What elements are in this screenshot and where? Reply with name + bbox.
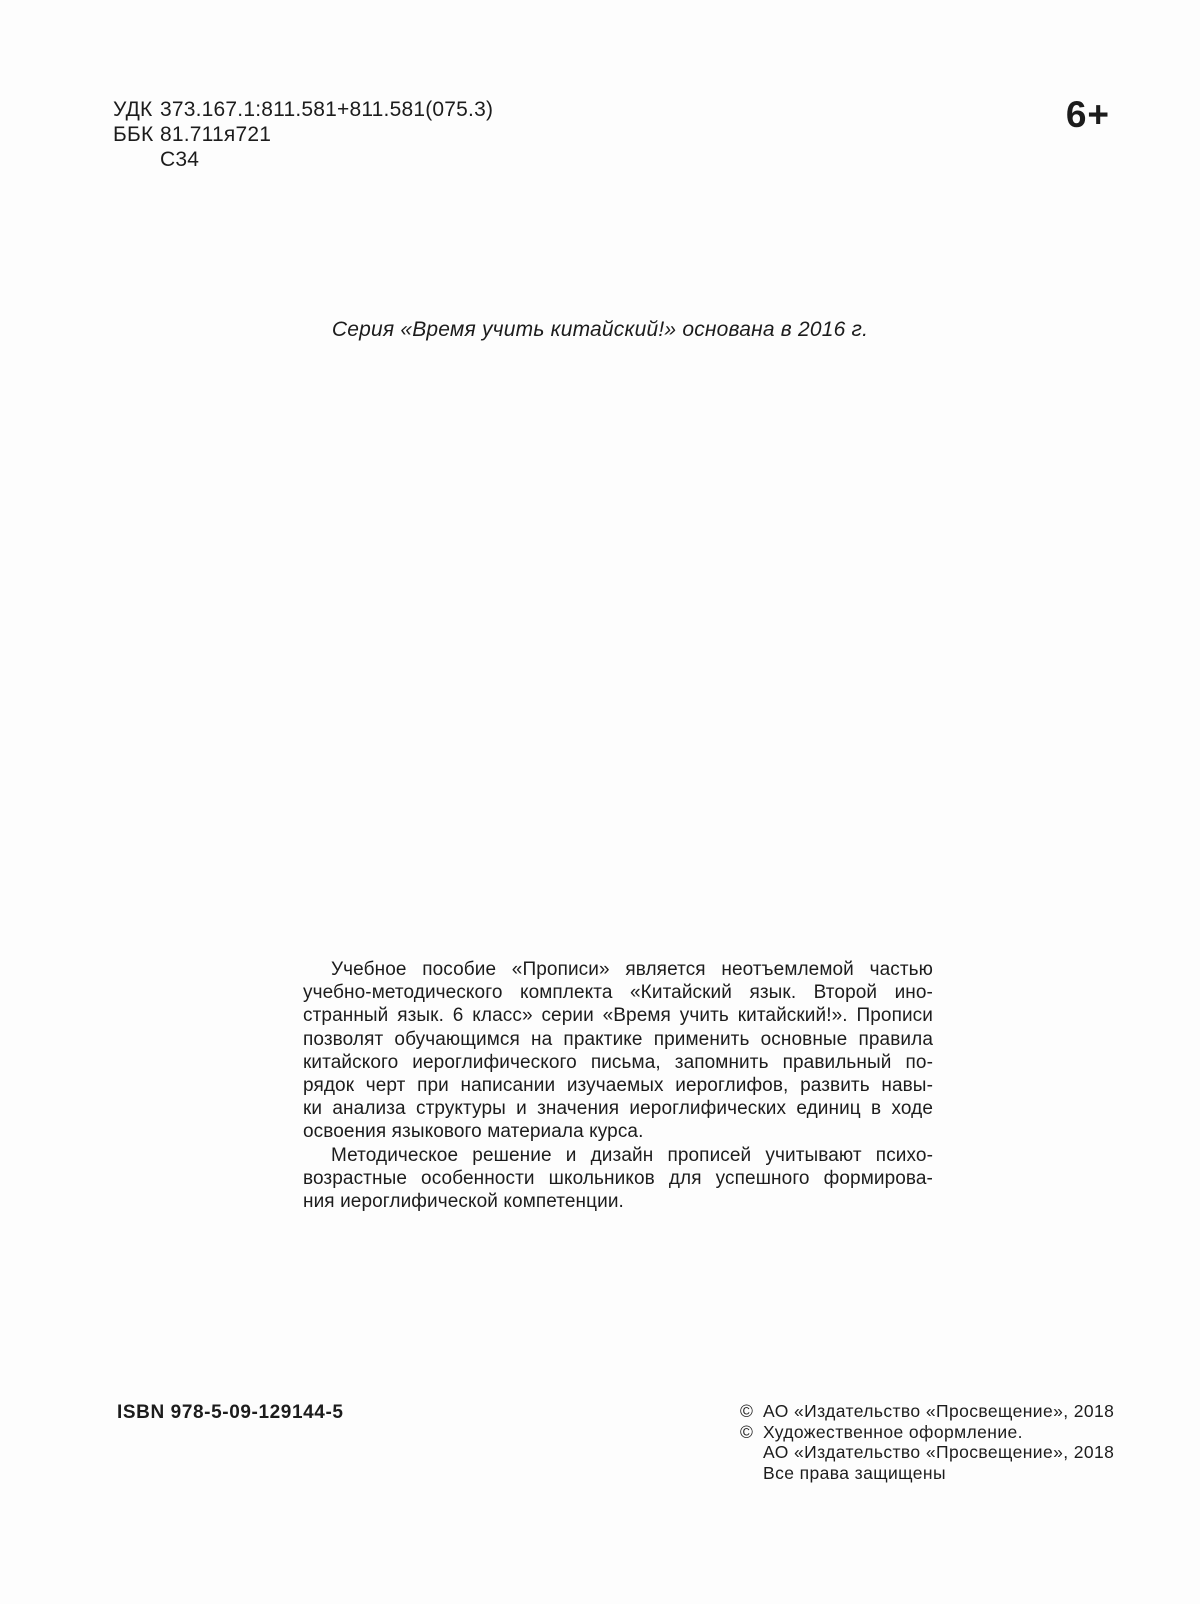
udk-label: УДК [113,98,153,121]
annotation-line: китайского иероглифического письма, запомнить правильный по- [303,1051,933,1073]
annotation-line: ки анализа структуры и значения иероглифических единиц в ходе [303,1098,933,1120]
annotation-paragraph-1 [303,958,933,1144]
series-note: Серия «Время учить китайский!» основана в 2016 г. [331,318,869,341]
copyright-symbol: © [740,1421,754,1442]
copyright-line [740,1463,1114,1484]
annotation-line: освоения языкового материала курса. [303,1121,644,1143]
copyright-line [740,1422,1114,1443]
udk-value: 373.167.1:811.581+811.581(075.3) [160,98,494,121]
author-sign: С34 [160,148,200,171]
copyright-block [740,1401,1114,1483]
annotation-line: странный язык. 6 класс» серии «Время учить китайский!». Прописи [303,1005,933,1027]
copyright-symbol [740,1442,763,1463]
annotation-block [303,958,933,1213]
copyright-line [740,1401,1114,1422]
annotation-line: ния иероглифической компетенции. [303,1191,624,1213]
author-sign-row [113,147,493,172]
bbk-label: ББК [113,123,154,146]
age-rating-badge: 6+ [1065,94,1110,135]
copyright-text: АО «Издательство «Просвещение», 2018 [763,1442,1115,1462]
bbk-value: 81.711я721 [160,123,272,146]
author-sign-spacer [113,147,160,172]
annotation-line: рядок черт при написании изучаемых иероглифов, развить навы- [303,1075,933,1097]
annotation-line: позволят обучающимся на практике применить основные правила [303,1028,933,1050]
annotation-line: возрастные особенности школьников для успешного формирова- [303,1167,933,1189]
copyright-line [740,1442,1114,1463]
copyright-symbol [740,1463,763,1484]
udk-row [113,97,493,122]
annotation-line: учебно-методического комплекта «Китайский язык. Второй ино- [303,982,933,1004]
copyright-text: АО «Издательство «Просвещение», 2018 [763,1401,1115,1421]
isbn: ISBN 978-5-09-129144-5 [117,1402,344,1423]
annotation-line: Учебное пособие «Прописи» является неотъемлемой частью [331,959,933,980]
bbk-row [113,122,493,147]
bibliographic-block [113,97,493,172]
copyright-symbol: © [740,1401,754,1421]
copyright-text: Все права защищены [763,1462,946,1483]
annotation-paragraph-2 [303,1144,933,1214]
copyright-text: Художественное оформление. [763,1421,1023,1442]
annotation-line: Методическое решение и дизайн прописей учитывают психо- [331,1144,933,1166]
